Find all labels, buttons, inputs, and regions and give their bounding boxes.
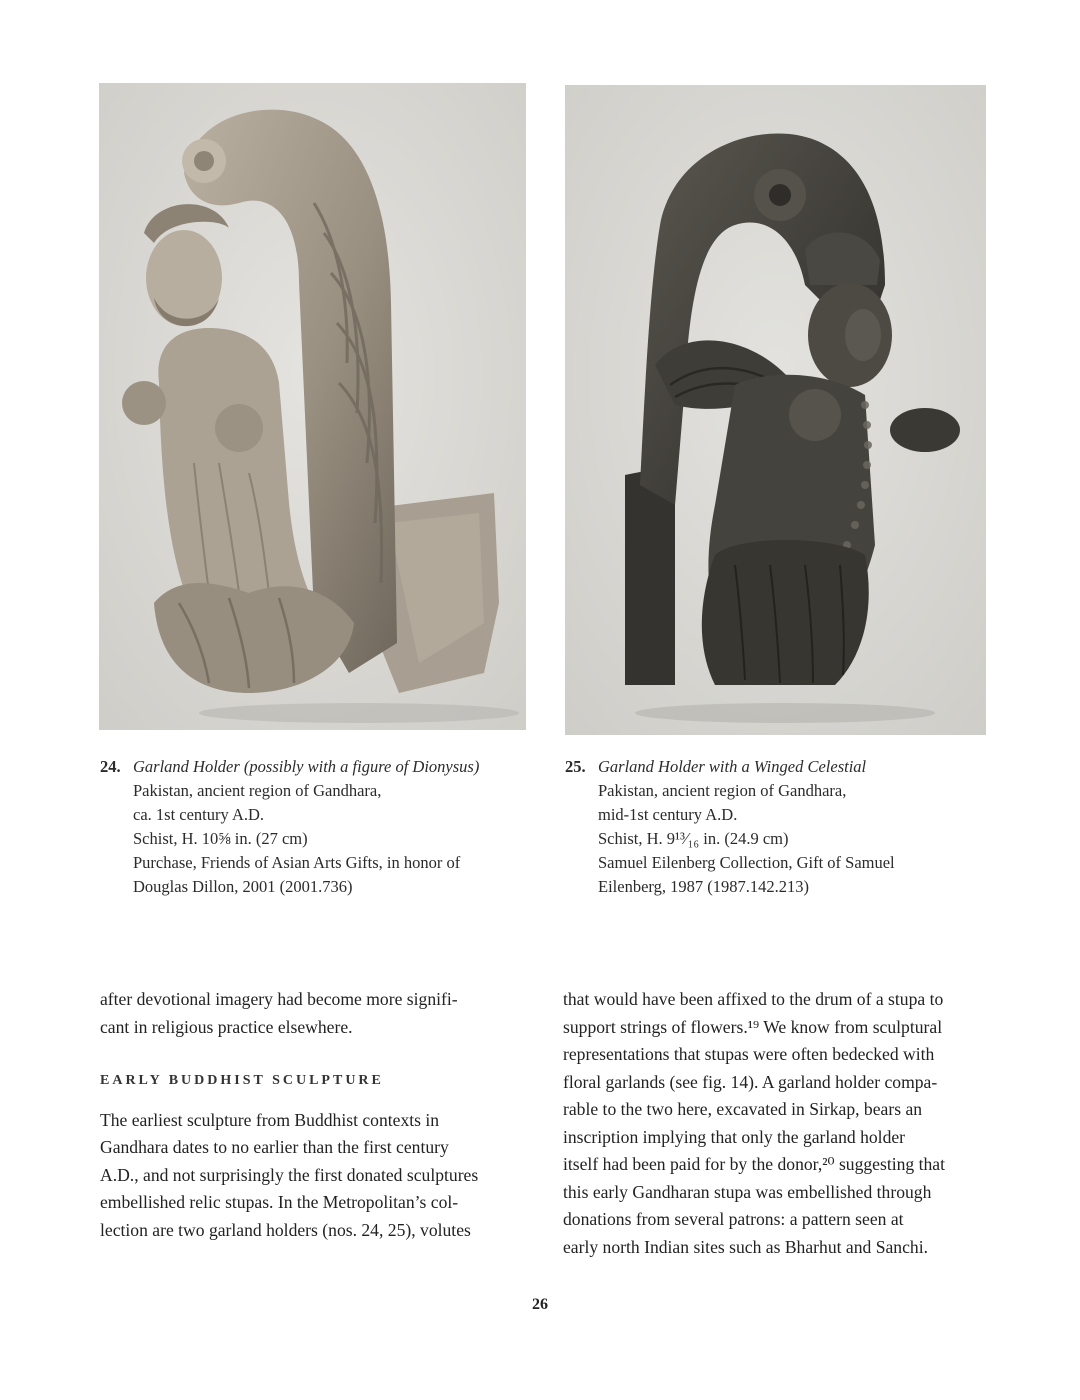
body-line: donations from several patrons: a pattern seen at — [563, 1209, 904, 1229]
caption-line: Pakistan, ancient region of Gandhara, — [598, 781, 847, 800]
garland-holder-25-image — [565, 85, 986, 735]
caption-line: Eilenberg, 1987 (1987.142.213) — [598, 877, 809, 896]
caption-line: ca. 1st century A.D. — [133, 805, 265, 824]
body-line: itself had been paid for by the donor,²⁰ suggesting that — [563, 1154, 945, 1174]
right-column — [563, 986, 993, 1261]
caption-line: Samuel Eilenberg Collection, Gift of Samuel — [598, 853, 895, 872]
body-line: embellished relic stupas. In the Metropolitan’s col- — [100, 1192, 459, 1212]
caption-line: Schist, H. 10⅝ in. (27 cm) — [133, 829, 308, 848]
caption-line: Purchase, Friends of Asian Arts Gifts, in honor of — [133, 853, 461, 872]
body-line: cant in religious practice elsewhere. — [100, 1016, 353, 1037]
figure-25-caption — [565, 755, 995, 899]
body-line: Gandhara dates to no earlier than the first century — [100, 1137, 449, 1157]
caption-line: mid-1st century A.D. — [598, 805, 738, 824]
figure-24-photo — [99, 83, 526, 730]
section-heading: EARLY BUDDHIST SCULPTURE — [100, 1073, 384, 1088]
caption-line: Schist, H. 9¹³⁄₁₆ in. (24.9 cm) — [598, 829, 789, 848]
figure-title: Garland Holder (possibly with a figure of Dionysus) — [133, 757, 480, 776]
body-line: floral garlands (see fig. 14). A garland holder compa- — [563, 1071, 938, 1092]
body-line: early north Indian sites such as Bharhut and Sanchi. — [563, 1236, 928, 1257]
figure-title: Garland Holder with a Winged Celestial — [598, 757, 867, 776]
body-line: inscription implying that only the garland holder — [563, 1126, 906, 1147]
body-line: after devotional imagery had become more signifi- — [100, 989, 458, 1009]
body-line: The earliest sculpture from Buddhist contexts in — [100, 1109, 440, 1130]
body-line: lection are two garland holders (nos. 24, 25), volutes — [100, 1219, 471, 1240]
caption-line: Douglas Dillon, 2001 (2001.736) — [133, 877, 353, 896]
left-column — [100, 986, 520, 1244]
body-line: that would have been affixed to the drum of a stupa to — [563, 989, 944, 1009]
figure-24-caption — [100, 755, 530, 899]
figure-number: 25. — [565, 757, 586, 776]
caption-line: Pakistan, ancient region of Gandhara, — [133, 781, 382, 800]
figure-25-photo — [565, 85, 986, 735]
page-number: 26 — [532, 1296, 548, 1313]
garland-holder-24-image — [99, 83, 526, 730]
figure-number: 24. — [100, 757, 121, 776]
body-line: this early Gandharan stupa was embellished through — [563, 1181, 932, 1202]
body-line: support strings of flowers.¹⁹ We know from sculptural — [563, 1016, 943, 1037]
body-line: representations that stupas were often bedecked with — [563, 1044, 935, 1064]
body-line: A.D., and not surprisingly the first donated sculptures — [100, 1164, 479, 1185]
body-line: rable to the two here, excavated in Sirkap, bears an — [563, 1099, 923, 1119]
